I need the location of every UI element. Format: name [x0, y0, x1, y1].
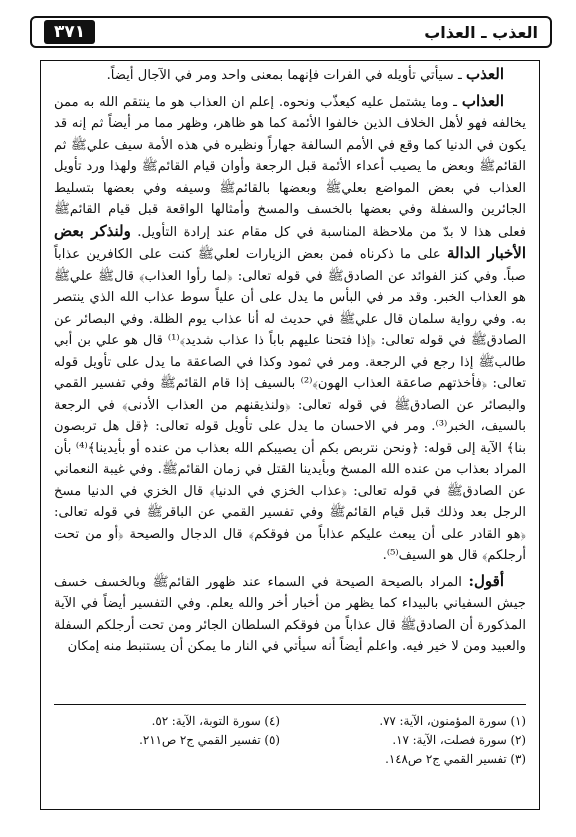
paragraph-text: المراد بالصيحة الصيحة في السماء عند ظهور القائمﷺ وبالخسف خسف جيش السفياني بالبيداء كما يظهر من أخبار أخر والله يعلم. وفي التفسير أيضاً في الآية المذكورة أن الصادقﷺ قال عذاباً من فوقكم السلطان الجائر ومن تحت أرجلكم السفلة والعبيد ومن لا خير فيه. واعلم أيضاً أنه سيأتي في النار ما يمكن أن يستنبط منه إمكان: [54, 574, 526, 654]
footnote: (١) سورة المؤمنون، الآية: ٧٧.: [379, 714, 526, 728]
paragraph-text: ـ وما يشتمل عليه كيعذّب ونحوه. إعلم ان العذاب هو ما ينتقم الله به ممن يخالفه فهو لأهل الخلاف الذين خالفوا الأئمة كما هو ظاهر، وظهر مما مر أيضاً ثم إنه قد يكون في الدنيا كما وقع في الأمم السالفة جهاراً ونظيره في هذه الأمة سيف عليﷺ ثم القائمﷺ وبعض ما يصيب أعداء الأئمة قبل الرجعة وأوان قيام القائمﷺ ولهذا ورد تأويل العذاب في بعض المواضع بعليﷺ وبعضها بالقائمﷺ وسيفه وفي بعضها بتسليط الجائرين والسفلة وفي بعضها بالخسف والمسخ وأمثالها الواقعة قبل قيام القائمﷺ فعلى هذا لا بدّ من ملاحظة المناسبة في كل مقام عند إرادة التأويل.: [54, 94, 526, 240]
paragraph-lead: ولنذكر بعض الأخبار الدالة: [54, 221, 526, 262]
paragraph-lead: العذب: [466, 65, 504, 83]
page-header: [30, 16, 552, 48]
paragraph-adhb: [54, 64, 526, 87]
page-number: ٣٧١: [44, 20, 95, 44]
paragraph-adhab: [54, 91, 526, 567]
main-text: [54, 64, 526, 662]
footnotes: [54, 712, 526, 769]
footnote: (٢) سورة فصلت، الآية: ١٧.: [392, 733, 526, 747]
paragraph-text: ـ سيأتي تأويله في الفرات فإنهما بمعنى واحد ومر في الآجال أيضاً.: [106, 68, 467, 83]
footnote: (٣) تفسير القمي ج٢ ص١٤٨.: [385, 752, 526, 766]
footnote: [54, 750, 280, 769]
footnote-separator: [54, 704, 526, 705]
footnote: (٥) تفسير القمي ج٢ ص٢١١.: [139, 733, 280, 747]
paragraph-lead: العذاب: [461, 91, 504, 110]
paragraph-lead: أقول:: [468, 571, 504, 590]
footnote: (٤) سورة التوبة، الآية: ٥٢.: [151, 714, 280, 728]
running-title: العذب ـ العذاب: [424, 22, 538, 42]
paragraph-aqul: [54, 571, 526, 658]
paragraph-text: على ما ذكرناه فمن بعض الزيارات لعليﷺ كنت على الكافرين عذاباً صباً. وفي كنز الفوائد عن الصادقﷺ في قوله تعالى: ﴿لما رأوا العذاب﴾ قالﷺ عليﷺ هو العذاب الخبر. وقد مر في البأس ما يدل على أن علياً سوط عذاب الله الذي ينتصر به. وفي رواية سلمان قال عليﷺ في حديث له أنا عذاب يوم الظلة. وفي البصائر عن الصادقﷺ في قوله تعالى: ﴿إذا فتحنا عليهم باباً ذا عذاب شديد﴾⁽¹⁾ قال هو علي بن أبي طالبﷺ إذا رجع في الرجعة. ومر في ثمود وكذا في الصاعقة ما يدل على تأويل قوله تعالى: ﴿فأخذتهم صاعقة العذاب الهون﴾⁽²⁾ بالسيف إذا قام القائمﷺ وفي تفسير القمي والبصائر عن الصادقﷺ في قوله تعالى: ﴿ولنذيقنهم من العذاب الأدنى﴾ في الرجعة بالسيف، الخبر⁽³⁾. ومر في الاحسان ما يدل على تأويل قوله تعالى: ﴿قل هل تربصون بنا﴾ الآية إلى قوله: ﴿ونحن نتربص بكم أن يصيبكم الله بعذاب من عنده أو بأيدينا﴾⁽⁴⁾ بأن المراد بعذاب من عنده الله المسخ وبأيدينا القتل في زمان القائمﷺ. وفي غيبة النعماني عن الصادقﷺ في قوله تعالى: ﴿عذاب الخزي في الدنيا﴾ قال الخزي في الدنيا مسخ الرجل بعد وذلك قبل قيام القائمﷺ وفي تفسير القمي عن الباقرﷺ في قوله تعالى: ﴿هو القادر على أن يبعث عليكم عذاباً من فوقكم﴾ قال الدجال والصيحة ﴿أو من تحت أرجلكم﴾ قال هو السيف⁽⁵⁾.: [54, 247, 527, 563]
